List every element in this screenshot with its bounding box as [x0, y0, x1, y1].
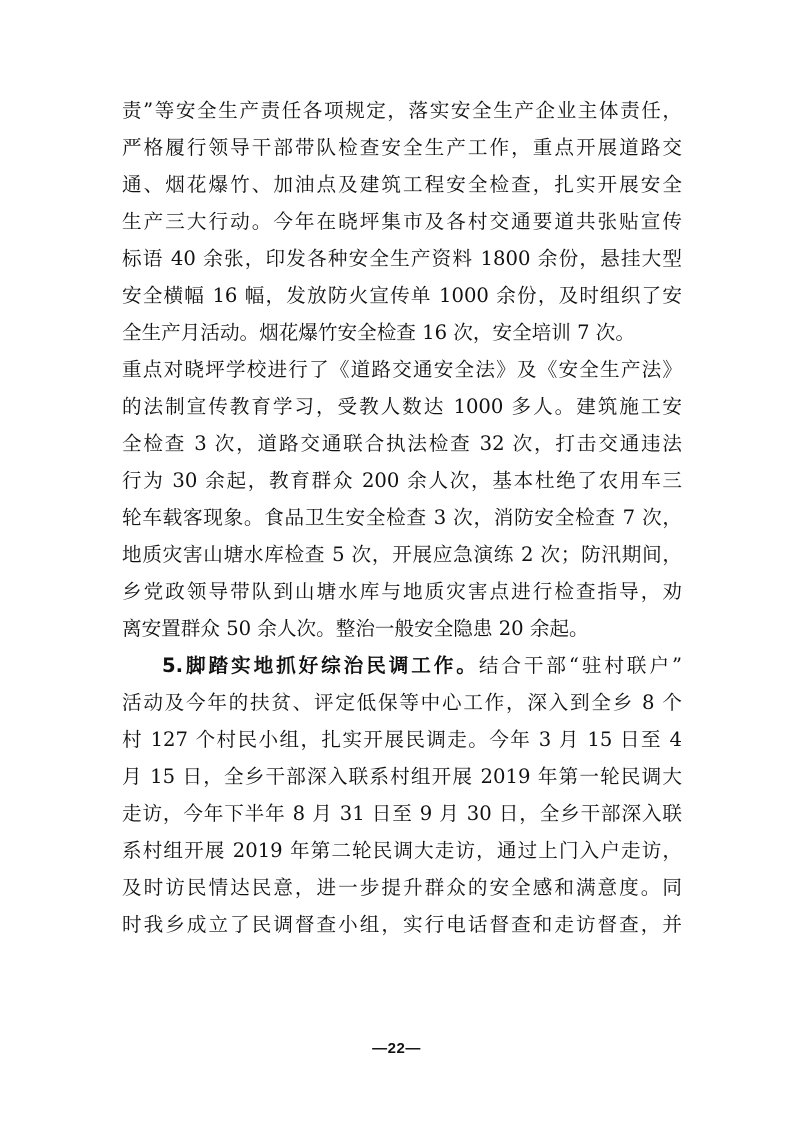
text-line: 全生产月活动。烟花爆竹安全检查 16 次，安全培训 7 次。 — [122, 321, 635, 344]
text-line: 标语 40 余张，印发各种安全生产资料 1800 余份，悬挂大型 — [122, 247, 682, 270]
section-5-first-line — [162, 651, 682, 681]
text-line: 时我乡成立了民调督查小组，实行电话督查和走访督查，并 — [122, 913, 682, 936]
text-line: 生产三大行动。今年在晓坪集市及各村交通要道共张贴宣传 — [122, 210, 682, 233]
text-line: 通、烟花爆竹、加油点及建筑工程安全检查，扎实开展安全 — [122, 173, 682, 196]
text-line: 活动及今年的扶贫、评定低保等中心工作，深入到全乡 8 个 — [122, 691, 682, 714]
section-5-lead-text: 结合干部“驻村联户” — [478, 654, 682, 677]
section-5-heading: 5.脚踏实地抓好综治民调工作。 — [162, 654, 479, 677]
text-line: 严格履行领导干部带队检查安全生产工作，重点开展道路交 — [122, 136, 682, 159]
text-line: 走访，今年下半年 8 月 31 日至 9 月 30 日，全乡干部深入联 — [122, 802, 682, 825]
text-line: 全检查 3 次，道路交通联合执法检查 32 次，打击交通违法 — [122, 432, 682, 455]
text-line: 行为 30 余起，教育群众 200 余人次，基本杜绝了农用车三 — [122, 469, 682, 492]
text-line: 系村组开展 2019 年第二轮民调大走访，通过上门入户走访， — [122, 839, 682, 862]
text-line: 安全横幅 16 幅，发放防火宣传单 1000 余份，及时组织了安 — [122, 284, 682, 307]
text-line: 乡党政领导带队到山塘水库与地质灾害点进行检查指导，劝 — [122, 580, 682, 603]
page-number: —22— — [372, 1040, 421, 1057]
text-line: 及时访民情达民意，进一步提升群众的安全感和满意度。同 — [122, 876, 682, 899]
text-line: 地质灾害山塘水库检查 5 次，开展应急演练 2 次；防汛期间， — [122, 543, 682, 566]
text-line: 责”等安全生产责任各项规定，落实安全生产企业主体责任， — [122, 99, 682, 122]
text-line: 离安置群众 50 余人次。整治一般安全隐患 20 余起。 — [122, 617, 589, 640]
text-line: 的法制宣传教育学习，受教人数达 1000 多人。建筑施工安 — [122, 395, 682, 418]
text-line: 重点对晓坪学校进行了《道路交通安全法》及《安全生产法》 — [122, 358, 682, 381]
text-line: 村 127 个村民小组，扎实开展民调走。今年 3 月 15 日至 4 — [122, 728, 682, 751]
text-line: 轮车载客现象。食品卫生安全检查 3 次，消防安全检查 7 次， — [122, 506, 682, 529]
text-line: 月 15 日，全乡干部深入联系村组开展 2019 年第一轮民调大 — [122, 765, 682, 788]
